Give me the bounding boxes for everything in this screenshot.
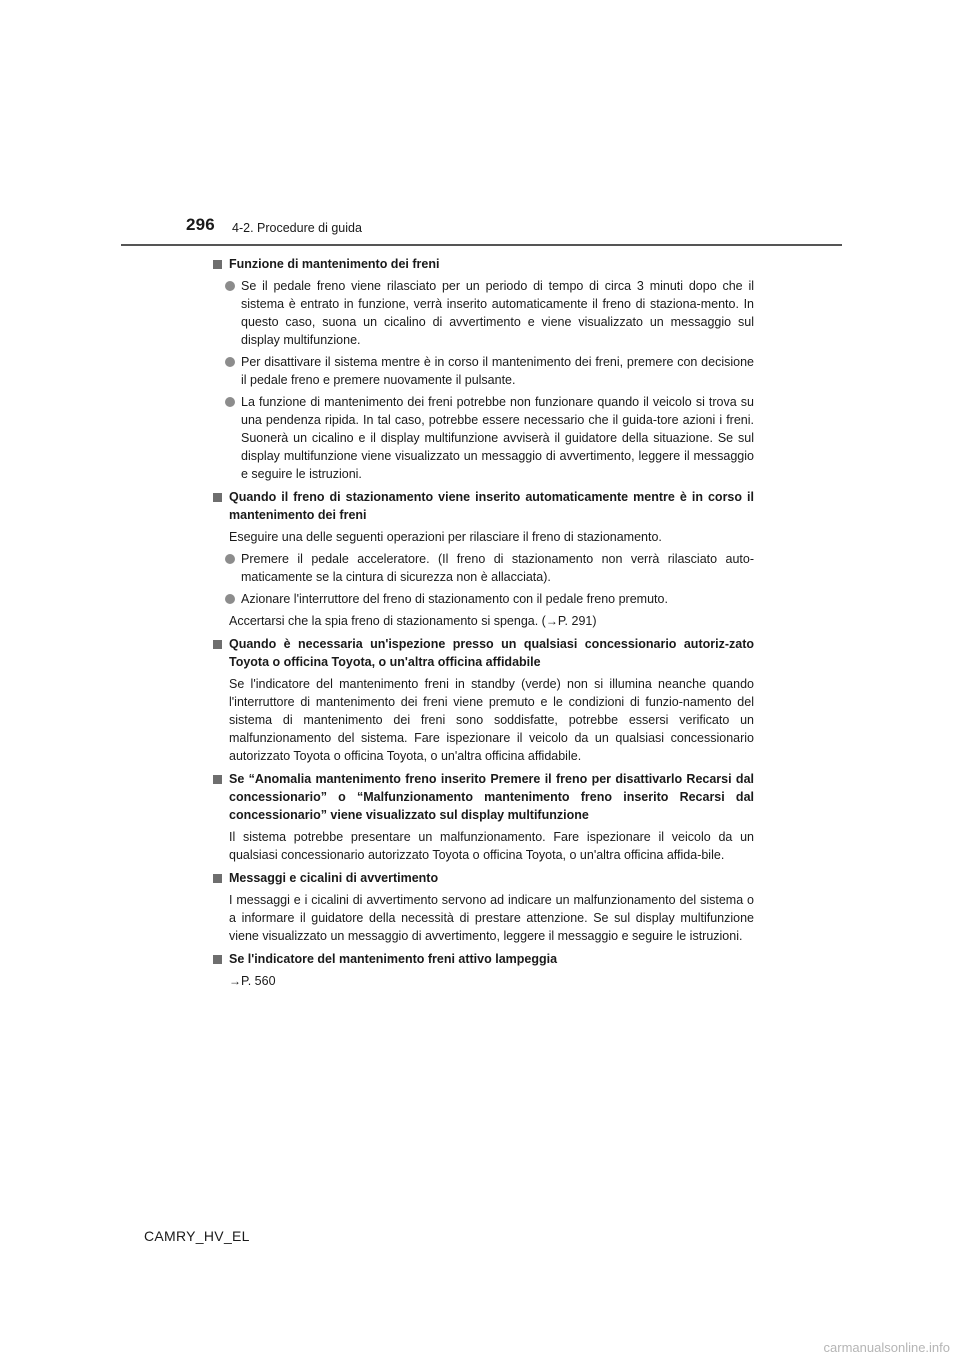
heading-text: Messaggi e cicalini di avvertimento xyxy=(229,871,439,885)
bullet-item xyxy=(212,277,754,349)
square-bullet-icon xyxy=(213,493,222,502)
paragraph: Eseguire una delle seguenti operazioni per rilasciare il freno di stazionamento. xyxy=(229,530,662,544)
page-number: 296 xyxy=(186,215,215,234)
section-heading xyxy=(212,635,754,671)
section-heading xyxy=(212,255,754,273)
heading-text: Quando il freno di stazionamento viene inserito automaticamente mentre è in corso il mantenimento dei freni xyxy=(229,490,754,522)
circle-bullet-icon xyxy=(225,357,235,367)
paragraph: Il sistema potrebbe presentare un malfunzionamento. Fare ispezionare il veicolo da un qualsiasi concessionario autorizzato Toyota o officina Toyota, o un'altra officina affida-bile. xyxy=(229,830,754,862)
section-heading xyxy=(212,488,754,524)
bullet-item xyxy=(212,353,754,389)
bullet-item xyxy=(212,393,754,483)
circle-bullet-icon xyxy=(225,397,235,407)
arrow-right-icon: → xyxy=(545,614,558,628)
section-heading xyxy=(212,950,754,968)
heading-text: Se “Anomalia mantenimento freno inserito Premere il freno per disattivarlo Recarsi dal concessionario” o “Malfunzionamento mantenimento freno inserito Recarsi dal concessionario” viene visualizzato sul display multifunzione xyxy=(229,772,754,822)
paragraph xyxy=(212,972,754,990)
circle-bullet-icon xyxy=(225,554,235,564)
bullet-text: Premere il pedale acceleratore. (Il freno di stazionamento non verrà rilasciato auto-maticamente se la cintura di sicurezza non è allacciata). xyxy=(241,552,754,584)
square-bullet-icon xyxy=(213,260,222,269)
paragraph-text: ) xyxy=(592,614,597,628)
bullet-item xyxy=(212,590,754,608)
circle-bullet-icon xyxy=(225,281,235,291)
section-heading xyxy=(212,869,754,887)
section-label: 4-2. Procedure di guida xyxy=(232,221,362,235)
page-content xyxy=(212,255,754,990)
bullet-text: Per disattivare il sistema mentre è in corso il mantenimento dei freni, premere con decisione il pedale freno e premere nuovamente il pulsante. xyxy=(241,355,754,387)
paragraph-text: Accertarsi che la spia freno di stazionamento si spenga. ( xyxy=(229,614,546,628)
watermark: carmanualsonline.info xyxy=(823,1340,950,1355)
paragraph xyxy=(212,612,754,630)
paragraph: I messaggi e i cicalini di avvertimento servono ad indicare un malfunzionamento del sistema o a informare il guidatore della necessità di prestare attenzione. Se sul display multifunzione viene visualizzato un messaggio di avvertimento, leggere il messaggio e seguire le istruzioni. xyxy=(229,893,754,943)
square-bullet-icon xyxy=(213,640,222,649)
circle-bullet-icon xyxy=(225,594,235,604)
arrow-right-icon: → xyxy=(229,974,241,988)
document-code: CAMRY_HV_EL xyxy=(144,1228,250,1244)
heading-text: Funzione di mantenimento dei freni xyxy=(229,257,440,271)
paragraph: Se l'indicatore del mantenimento freni in standby (verde) non si illumina neanche quando l'interruttore di mantenimento dei freni viene premuto e le condizioni di funzio-namento del sistema di mantenimento dei freni sono soddisfatte, potrebbe essersi verificato un malfunzionamento del sistema. Fare ispezionare il veicolo da un qualsiasi concessionario autorizzato Toyota o officina Toyota, o un'altra officina affidabile. xyxy=(229,677,754,763)
page-reference-link[interactable]: P. 560 xyxy=(241,974,276,988)
square-bullet-icon xyxy=(213,955,222,964)
page-reference-link[interactable]: P. 291 xyxy=(557,614,593,628)
bullet-text: La funzione di mantenimento dei freni potrebbe non funzionare quando il veicolo si trova su una pendenza ripida. In tal caso, potrebbe essere necessario che il guida-tore azioni i freni. Suonerà un cicalino e il display multifunzione avviserà il guidatore della situazione. Se sul display multifunzione viene visualizzato un messaggio di avvertimento, leggere il messaggio e seguire le istruzioni. xyxy=(241,395,754,481)
bullet-item xyxy=(212,550,754,586)
section-heading xyxy=(212,770,754,824)
square-bullet-icon xyxy=(213,874,222,883)
square-bullet-icon xyxy=(213,775,222,784)
heading-text: Quando è necessaria un'ispezione presso un qualsiasi concessionario autoriz-zato Toyota o officina Toyota, o un'altra officina affidabile xyxy=(229,637,754,669)
bullet-text: Se il pedale freno viene rilasciato per un periodo di tempo di circa 3 minuti dopo che il sistema è entrato in funzione, verrà inserito automaticamente il freno di staziona-mento. In questo caso, suona un cicalino di avvertimento e viene visualizzato un messaggio sul display multifunzione. xyxy=(241,279,754,347)
header-rule xyxy=(121,244,842,246)
bullet-text: Azionare l'interruttore del freno di stazionamento con il pedale freno premuto. xyxy=(241,592,668,606)
heading-text: Se l'indicatore del mantenimento freni attivo lampeggia xyxy=(229,952,558,966)
